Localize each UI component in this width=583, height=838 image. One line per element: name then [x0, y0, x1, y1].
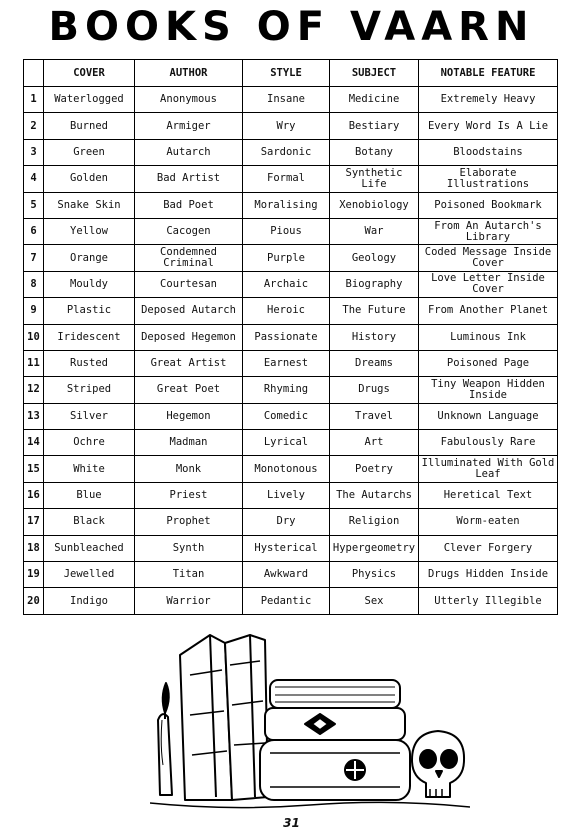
author-cell: Synth — [135, 535, 243, 561]
notable-feature-cell: Tiny Weapon Hidden Inside — [419, 377, 558, 403]
author-cell: Warrior — [135, 588, 243, 614]
style-cell: Monotonous — [243, 456, 330, 482]
author-cell: Monk — [135, 456, 243, 482]
row-number: 16 — [24, 482, 44, 508]
subject-cell: Xenobiology — [330, 192, 419, 218]
notable-feature-cell: Illuminated With Gold Leaf — [419, 456, 558, 482]
cover-cell: Ochre — [44, 430, 135, 456]
table-row — [24, 218, 558, 244]
table-row — [24, 562, 558, 588]
notable-feature-cell: Fabulously Rare — [419, 430, 558, 456]
row-number: 12 — [24, 377, 44, 403]
row-number: 14 — [24, 430, 44, 456]
cover-cell: Sunbleached — [44, 535, 135, 561]
row-number: 9 — [24, 298, 44, 324]
notable-feature-cell: Coded Message Inside Cover — [419, 245, 558, 271]
subject-cell: Drugs — [330, 377, 419, 403]
cover-cell: Jewelled — [44, 562, 135, 588]
style-cell: Lively — [243, 482, 330, 508]
table-row — [24, 166, 558, 192]
author-cell: Courtesan — [135, 271, 243, 297]
cover-cell: Rusted — [44, 350, 135, 376]
row-number: 4 — [24, 166, 44, 192]
table-row — [24, 298, 558, 324]
books-skull-candle-illustration — [150, 625, 470, 815]
style-cell: Awkward — [243, 562, 330, 588]
row-number: 5 — [24, 192, 44, 218]
author-cell: Bad Artist — [135, 166, 243, 192]
row-number: 8 — [24, 271, 44, 297]
row-number: 15 — [24, 456, 44, 482]
row-number: 17 — [24, 509, 44, 535]
author-cell: Deposed Hegemon — [135, 324, 243, 350]
row-number: 18 — [24, 535, 44, 561]
subject-cell: Art — [330, 430, 419, 456]
cover-cell: Golden — [44, 166, 135, 192]
table-row — [24, 456, 558, 482]
row-number: 3 — [24, 139, 44, 165]
table-header-row — [24, 60, 558, 87]
notable-feature-cell: Drugs Hidden Inside — [419, 562, 558, 588]
table-row — [24, 192, 558, 218]
style-cell: Pedantic — [243, 588, 330, 614]
author-cell: Great Poet — [135, 377, 243, 403]
author-cell: Madman — [135, 430, 243, 456]
notable-feature-cell: Poisoned Bookmark — [419, 192, 558, 218]
author-cell: Autarch — [135, 139, 243, 165]
author-cell: Great Artist — [135, 350, 243, 376]
column-header-style: STYLE — [243, 60, 330, 87]
notable-feature-cell: Utterly Illegible — [419, 588, 558, 614]
notable-feature-cell: Poisoned Page — [419, 350, 558, 376]
cover-cell: Iridescent — [44, 324, 135, 350]
style-cell: Moralising — [243, 192, 330, 218]
author-cell: Deposed Autarch — [135, 298, 243, 324]
style-cell: Pious — [243, 218, 330, 244]
table-row — [24, 535, 558, 561]
row-number: 7 — [24, 245, 44, 271]
notable-feature-cell: Clever Forgery — [419, 535, 558, 561]
table-row — [24, 350, 558, 376]
subject-cell: Bestiary — [330, 113, 419, 139]
subject-cell: The Future — [330, 298, 419, 324]
subject-cell: History — [330, 324, 419, 350]
books-table — [23, 59, 558, 615]
column-header-cover: COVER — [44, 60, 135, 87]
table-row — [24, 245, 558, 271]
author-cell: Bad Poet — [135, 192, 243, 218]
subject-cell: War — [330, 218, 419, 244]
row-number: 20 — [24, 588, 44, 614]
style-cell: Earnest — [243, 350, 330, 376]
subject-cell: Medicine — [330, 87, 419, 113]
notable-feature-cell: Elaborate Illustrations — [419, 166, 558, 192]
table-row — [24, 113, 558, 139]
table-row — [24, 482, 558, 508]
subject-cell: Hypergeometry — [330, 535, 419, 561]
style-cell: Comedic — [243, 403, 330, 429]
author-cell: Hegemon — [135, 403, 243, 429]
author-cell: Anonymous — [135, 87, 243, 113]
cover-cell: Mouldy — [44, 271, 135, 297]
notable-feature-cell: Unknown Language — [419, 403, 558, 429]
subject-cell: Travel — [330, 403, 419, 429]
style-cell: Purple — [243, 245, 330, 271]
cover-cell: Indigo — [44, 588, 135, 614]
notable-feature-cell: Every Word Is A Lie — [419, 113, 558, 139]
table-row — [24, 271, 558, 297]
row-number: 13 — [24, 403, 44, 429]
subject-cell: Poetry — [330, 456, 419, 482]
table-row — [24, 87, 558, 113]
cover-cell: Snake Skin — [44, 192, 135, 218]
page-title: BOOKS OF VAARN — [48, 4, 535, 50]
style-cell: Rhyming — [243, 377, 330, 403]
subject-cell: Biography — [330, 271, 419, 297]
notable-feature-cell: Extremely Heavy — [419, 87, 558, 113]
style-cell: Sardonic — [243, 139, 330, 165]
style-cell: Dry — [243, 509, 330, 535]
style-cell: Passionate — [243, 324, 330, 350]
style-cell: Wry — [243, 113, 330, 139]
table-row — [24, 430, 558, 456]
column-header-author: AUTHOR — [135, 60, 243, 87]
style-cell: Heroic — [243, 298, 330, 324]
column-header-subject: SUBJECT — [330, 60, 419, 87]
subject-cell: Geology — [330, 245, 419, 271]
row-number: 11 — [24, 350, 44, 376]
style-cell: Formal — [243, 166, 330, 192]
table-row — [24, 403, 558, 429]
row-number: 2 — [24, 113, 44, 139]
author-cell: Priest — [135, 482, 243, 508]
cover-cell: Orange — [44, 245, 135, 271]
cover-cell: Striped — [44, 377, 135, 403]
cover-cell: Black — [44, 509, 135, 535]
subject-cell: Synthetic Life — [330, 166, 419, 192]
column-header — [24, 60, 44, 87]
subject-cell: Physics — [330, 562, 419, 588]
subject-cell: Religion — [330, 509, 419, 535]
cover-cell: Yellow — [44, 218, 135, 244]
author-cell: Cacogen — [135, 218, 243, 244]
page-number: 31 — [283, 816, 300, 830]
row-number: 1 — [24, 87, 44, 113]
table-row — [24, 509, 558, 535]
cover-cell: White — [44, 456, 135, 482]
cover-cell: Waterlogged — [44, 87, 135, 113]
subject-cell: Dreams — [330, 350, 419, 376]
style-cell: Insane — [243, 87, 330, 113]
subject-cell: Sex — [330, 588, 419, 614]
style-cell: Archaic — [243, 271, 330, 297]
notable-feature-cell: Heretical Text — [419, 482, 558, 508]
author-cell: Prophet — [135, 509, 243, 535]
cover-cell: Silver — [44, 403, 135, 429]
style-cell: Hysterical — [243, 535, 330, 561]
row-number: 19 — [24, 562, 44, 588]
cover-cell: Plastic — [44, 298, 135, 324]
table-row — [24, 139, 558, 165]
notable-feature-cell: Bloodstains — [419, 139, 558, 165]
table-row — [24, 324, 558, 350]
style-cell: Lyrical — [243, 430, 330, 456]
cover-cell: Blue — [44, 482, 135, 508]
cover-cell: Green — [44, 139, 135, 165]
notable-feature-cell: Luminous Ink — [419, 324, 558, 350]
notable-feature-cell: From An Autarch's Library — [419, 218, 558, 244]
row-number: 10 — [24, 324, 44, 350]
author-cell: Titan — [135, 562, 243, 588]
table-row — [24, 588, 558, 614]
subject-cell: Botany — [330, 139, 419, 165]
row-number: 6 — [24, 218, 44, 244]
column-header-notable-feature: NOTABLE FEATURE — [419, 60, 558, 87]
author-cell: Condemned Criminal — [135, 245, 243, 271]
cover-cell: Burned — [44, 113, 135, 139]
notable-feature-cell: Love Letter Inside Cover — [419, 271, 558, 297]
author-cell: Armiger — [135, 113, 243, 139]
notable-feature-cell: Worm-eaten — [419, 509, 558, 535]
subject-cell: The Autarchs — [330, 482, 419, 508]
notable-feature-cell: From Another Planet — [419, 298, 558, 324]
table-row — [24, 377, 558, 403]
